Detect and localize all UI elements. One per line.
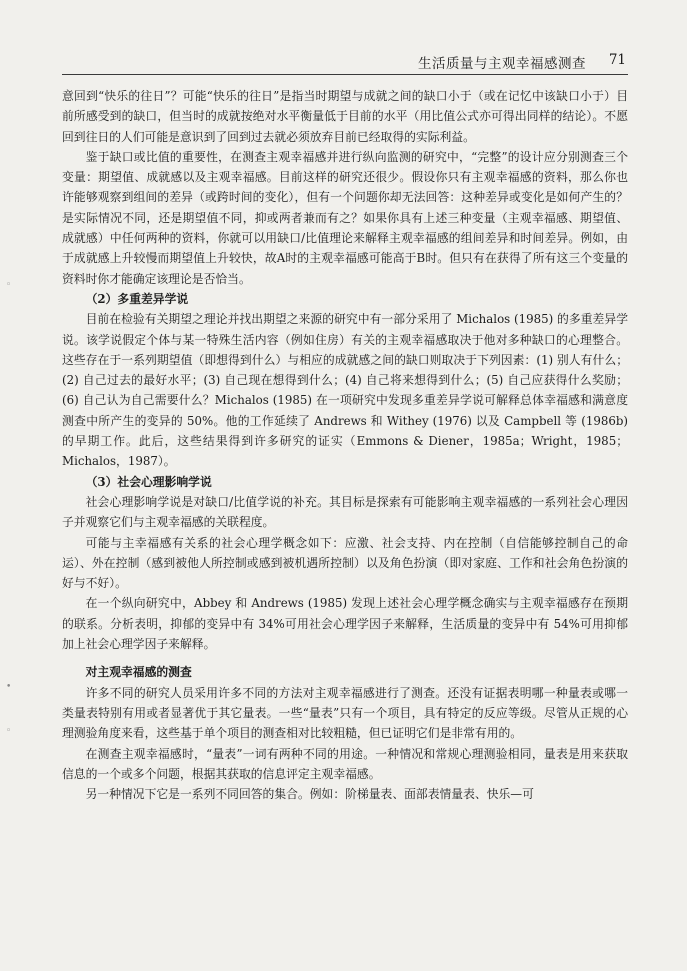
section-heading: 对主观幸福感的测查 (85, 665, 192, 680)
paragraph: 目前在检验有关期望之理论并找出期望之来源的研究中有一部分采用了 Michalos (1985) 的多重差异学说。该学说假定个体与某一特殊生活内容（例如住房）有关的主观幸福感取决于他对多种缺口的心理整合。这些存在于一系列期望值（即想得到什么）与相应的成就感之间的缺口则取决于下列因素：(1) 别人有什么；(2) 自己过去的最好水平；(3) 自己现在想得到什么；(4) 自己将来想得到什么；(5) 自己应获得什么奖励；(6) 自己认为自己需要什么？Michalos (1985) 在一项研究中发现多重差异学说可解释总体幸福感和满意度测查中所产生的变异的 50%。他的工作延续了 Andrews 和 Withey (1976) 以及 Campbell 等 (1986b) 的早期工作。此后，这些结果得到许多研究的证实（Emmons & Diener，1985a；Wright，1985；Michalos，1987）。 (62, 312, 628, 469)
subsection-heading: （2）多重差异学说 (85, 291, 189, 306)
paragraph: 另一种情况下它是一系列不同回答的集合。例如：阶梯量表、面部表情量表、快乐—可 (85, 787, 534, 802)
paragraph: 鉴于缺口或比值的重要性，在测查主观幸福感并进行纵向监测的研究中，“完整”的设计应分别测查三个变量：期望值、成就感以及主观幸福感。目前这样的研究还很少。假设你只有主观幸福感的资料，那么你也许能够观察到组间的差异（或跨时间的变化），但有一个问题你却无法回答：这种差异或变化是如何产生的？是实际情况不同，还是期望值不同，抑或两者兼而有之？如果你具有上述三种变量（主观幸福感、期望值、成就感）中任何两种的资料，你就可以用缺口/比值理论来解释主观幸福感的组间差异和时间差异。例如，由于成就感上升较慢而期望值上升较快，故A时的主观幸福感可能高于B时。但只有在获得了所有这三个变量的资料时你才能确定该理论是否恰当。 (62, 149, 628, 286)
paragraph: 许多不同的研究人员采用许多不同的方法对主观幸福感进行了测查。还没有证据表明哪一种量表或哪一类量表特别有用或者显著优于其它量表。一些“量表”只有一个项目，具有特定的反应等级。尽管从正规的心理测验角度来看，这些基于单个项目的测查相对比较粗糙，但已证明它们是非常有用的。 (62, 685, 628, 741)
paragraph: 在测查主观幸福感时，“量表”一词有两种不同的用途。一种情况和常规心理测验相同，量表是用来获取信息的一个或多个问题，根据其获取的信息评定主观幸福感。 (62, 746, 628, 781)
paragraph: 意回到“快乐的往日”？可能“快乐的往日”是指当时期望与成就之间的缺口小于（或在记忆中该缺口小于）目前所感受到的缺口，但当时的成就按绝对水平衡量低于目前的水平（用比值公式亦可得出同样的结论）。不愿回到往日的人们可能是意识到了回到过去就必须放弃目前已经取得的实际利益。 (62, 89, 628, 144)
margin-mark: ◦ (6, 280, 12, 290)
paragraph: 在一个纵向研究中，Abbey 和 Andrews (1985) 发现上述社会心理学概念确实与主观幸福感存在预期的联系。分析表明，抑郁的变异中有 34%可用社会心理学因子来解释，生活质量的变异中有 54%可用抑郁加上社会心理学因子来解释。 (62, 596, 628, 652)
paragraph: 社会心理影响学说是对缺口/比值学说的补充。其目标是探索有可能影响主观幸福感的一系列社会心理因子并观察它们与主观幸福感的关联程度。 (62, 494, 628, 530)
paragraph: 可能与主幸福感有关系的社会心理学概念如下：应激、社会支持、内在控制（自信能够控制自己的命运）、外在控制（感到被他人所控制或感到被机遇所控制）以及角色扮演（即对家庭、工作和社会角色扮演的好与不好）。 (62, 535, 628, 591)
subsection-heading: （3）社会心理影响学说 (85, 474, 212, 489)
page-body (62, 86, 628, 804)
margin-mark: ◦ (6, 726, 12, 736)
page-number: 71 (608, 52, 626, 68)
running-header-title: 生活质量与主观幸福感测查 (418, 56, 586, 72)
running-header (62, 46, 628, 75)
margin-mark: • (6, 682, 12, 692)
